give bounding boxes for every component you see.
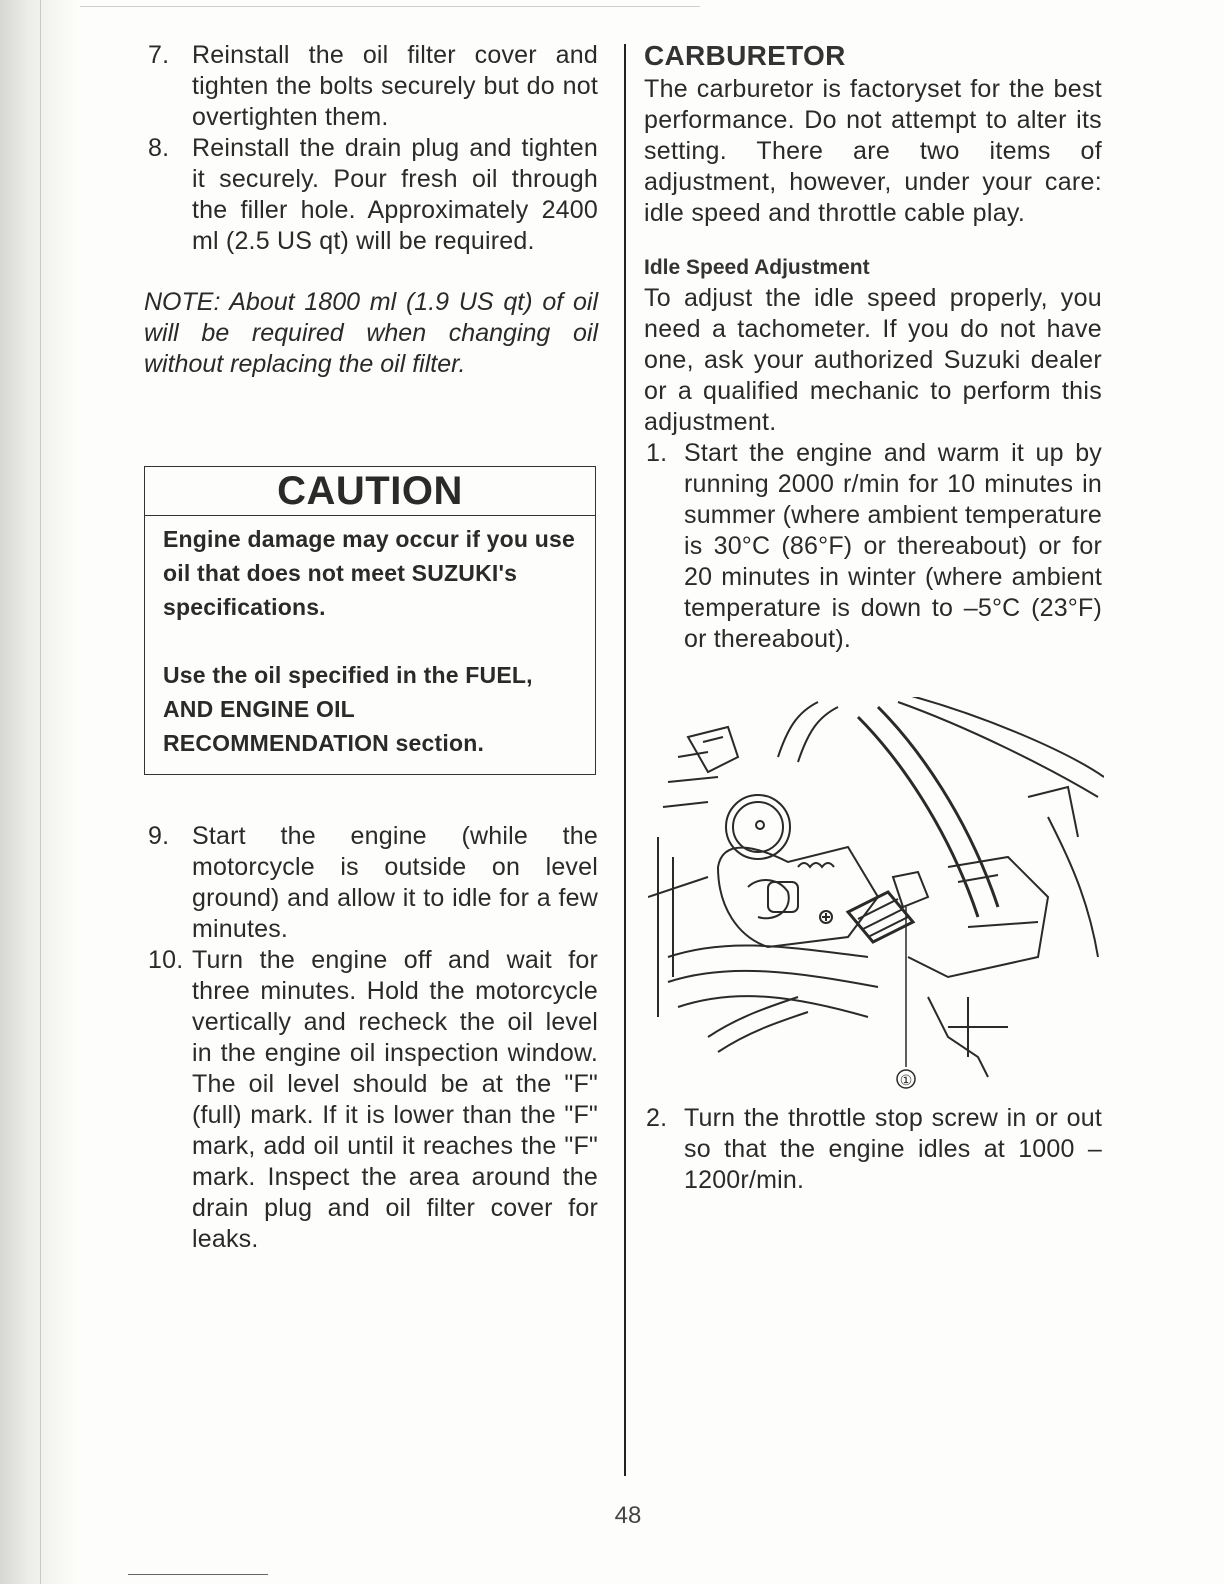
step-text: Reinstall the drain plug and tighten it securely. Pour fresh oil through the filler hole. Approximately 2400 ml (2.5 US qt) will be required. xyxy=(192,134,598,255)
caution-paragraph-1: Engine damage may occur if you use oil that does not meet SUZUKI's specifications. xyxy=(163,526,575,620)
step-number: 7. xyxy=(148,41,170,69)
right-step-1 xyxy=(644,438,1102,655)
left-column xyxy=(140,40,598,1255)
right-column xyxy=(644,40,1102,1196)
step-8 xyxy=(140,133,598,257)
caution-title: CAUTION xyxy=(145,467,595,516)
right-step-2 xyxy=(644,1103,1102,1196)
column-divider xyxy=(624,44,626,1476)
step-number: 8. xyxy=(148,134,170,162)
step-text: Start the engine (while the motorcycle is outside on level ground) and allow it to idle for a few minutes. xyxy=(192,822,598,943)
carburetor-line-drawing xyxy=(648,697,1104,1097)
bottom-rule xyxy=(128,1574,268,1575)
carburetor-illustration xyxy=(648,697,1104,1097)
callout-label: ① xyxy=(899,1074,913,1089)
page-binding-edge xyxy=(0,0,80,1584)
idle-speed-intro: To adjust the idle speed properly, you need a tachometer. If you do not have one, ask your authorized Suzuki dealer or a qualified mechanic to perform this adjustment. xyxy=(644,284,1102,436)
subsection-title-idle-speed: Idle Speed Adjustment xyxy=(644,256,870,279)
section-title-carburetor: CARBURETOR xyxy=(644,40,846,71)
step-text: Turn the engine off and wait for three minutes. Hold the motorcycle vertically and recheck the oil level in the engine oil inspection window. The oil level should be at the "F" (full) mark. If it is lower than the "F" mark, add oil until it reaches the "F" mark. Inspect the area around the drain plug and oil filter cover for leaks. xyxy=(192,946,598,1253)
step-number: 9. xyxy=(148,822,170,850)
caution-paragraph-2: Use the oil specified in the FUEL, AND ENGINE OIL RECOMMENDATION section. xyxy=(163,662,533,756)
top-rule xyxy=(80,6,700,7)
step-text: Turn the throttle stop screw in or out so that the engine idles at 1000 – 1200r/min. xyxy=(684,1104,1102,1194)
step-number: 1. xyxy=(646,439,668,467)
step-7 xyxy=(140,40,598,133)
oil-note: NOTE: About 1800 ml (1.9 US qt) of oil will be required when changing oil without replacing the oil filter. xyxy=(144,288,598,378)
step-9 xyxy=(140,821,598,945)
step-text: Start the engine and warm it up by running 2000 r/min for 10 minutes in summer (where ambient temperature is 30°C (86°F) or thereabout) or for 20 minutes in winter (where ambient temperature is down to –5°C (23°F) or thereabout). xyxy=(684,439,1102,653)
carburetor-intro: The carburetor is factoryset for the best performance. Do not attempt to alter its setting. There are two items of adjustment, however, under your care: idle speed and throttle cable play. xyxy=(644,75,1102,227)
caution-box xyxy=(144,466,596,775)
step-number: 2. xyxy=(646,1104,668,1132)
step-10 xyxy=(140,945,598,1255)
page-number: 48 xyxy=(614,1502,642,1529)
step-number: 10. xyxy=(148,946,184,974)
step-text: Reinstall the oil filter cover and tighten the bolts securely but do not overtighten them. xyxy=(192,41,598,131)
